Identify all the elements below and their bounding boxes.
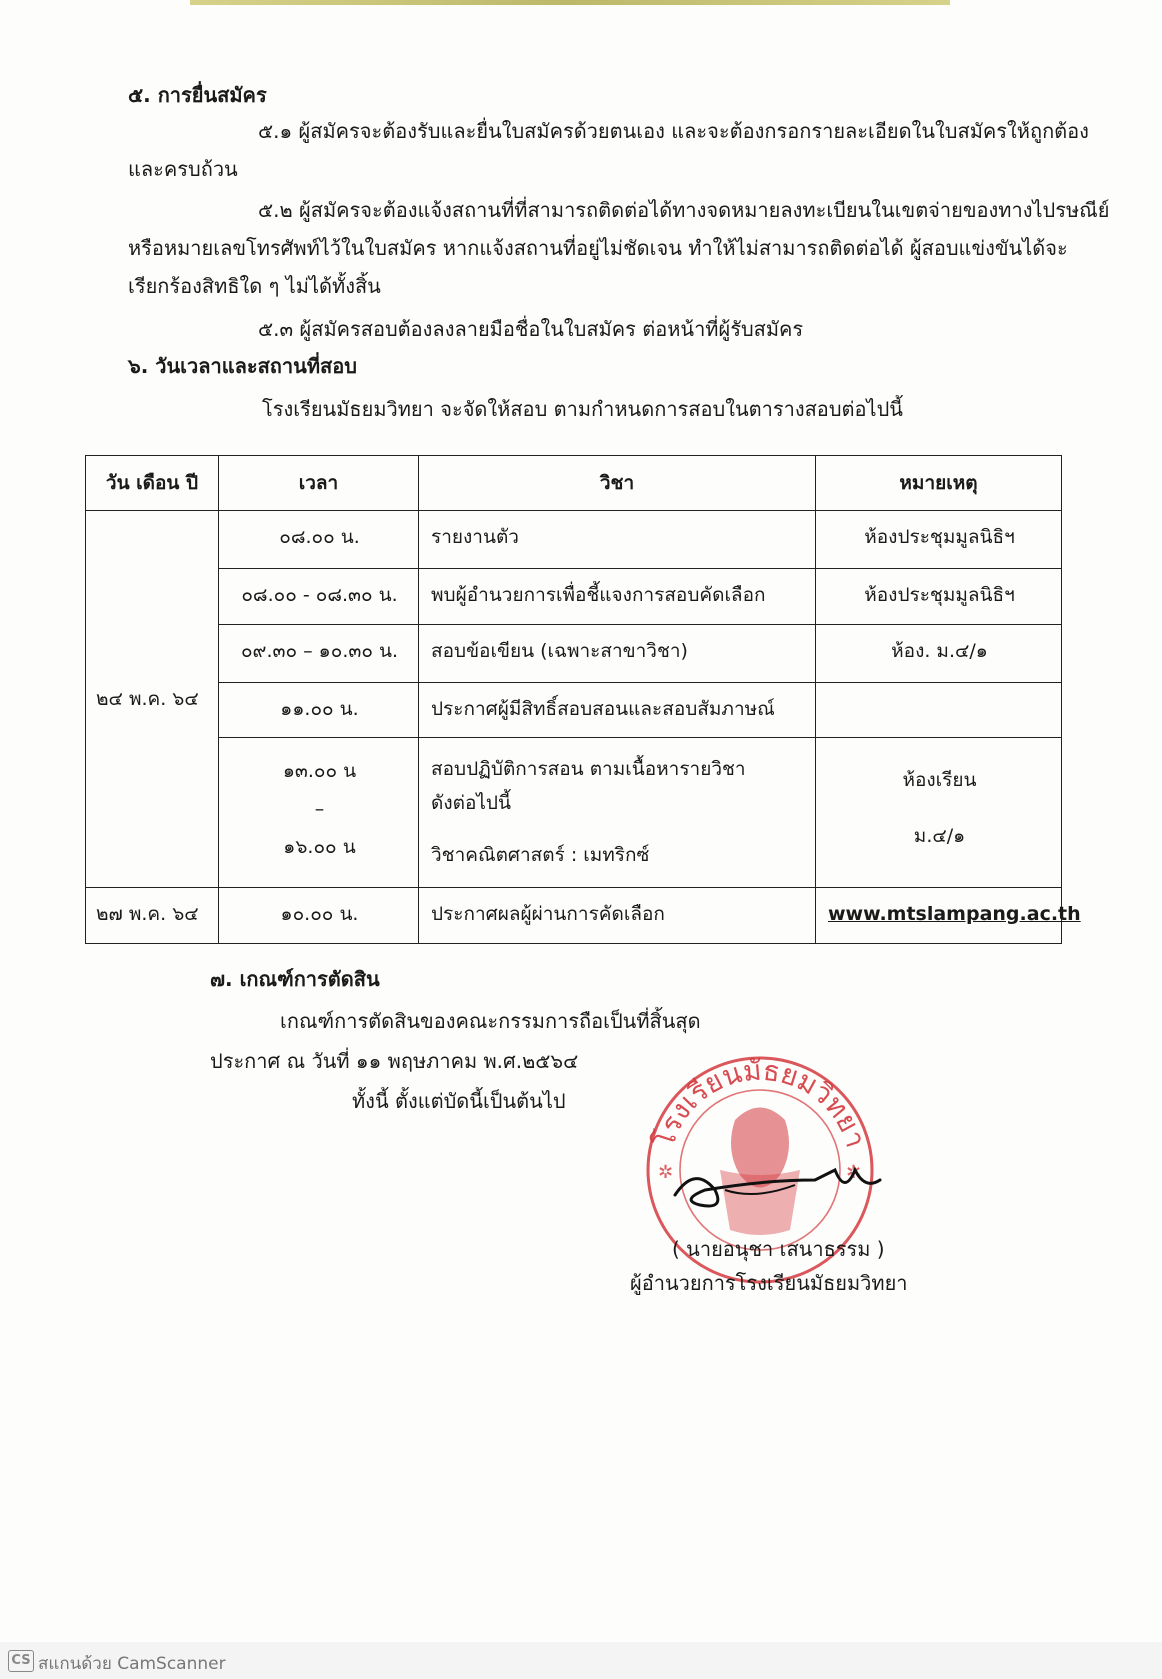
note-text xyxy=(816,683,1061,697)
subject-cell xyxy=(419,888,816,944)
camscanner-logo-icon: CS xyxy=(8,1650,34,1672)
header-date: วัน เดือน ปี xyxy=(86,456,219,511)
table-row xyxy=(86,888,1062,944)
section-5-1-line2: และครบถ้วน xyxy=(128,157,238,181)
camscanner-footer xyxy=(0,1642,1162,1679)
note-cell xyxy=(816,738,1062,888)
exam-schedule-table xyxy=(85,455,1081,944)
time-text: ๑๐.๐๐ น. xyxy=(280,903,359,925)
date-cell xyxy=(86,511,219,888)
subject-cell xyxy=(419,738,816,888)
time-text: ๐๘.๐๐ - ๐๘.๓๐ น. xyxy=(241,584,398,606)
signer-position: ผู้อำนวยการโรงเรียนมัธยมวิทยา xyxy=(630,1271,908,1295)
time-text: ๐๙.๓๐ – ๑๐.๓๐ น. xyxy=(240,640,399,662)
date-text: ๒๔ พ.ค. ๖๔ xyxy=(96,688,199,710)
table-row xyxy=(86,569,1062,625)
table-row xyxy=(86,683,1062,738)
top-edge-strip xyxy=(190,0,950,5)
note-line1: ห้องเรียน xyxy=(902,769,977,791)
section-5-2-line1: ๕.๒ ผู้สมัครจะต้องแจ้งสถานที่ที่สามารถติดต่อได้ทางจดหมายลงทะเบียนในเขตจ่ายของทางไปรษณีย์ xyxy=(258,198,1110,222)
note-cell xyxy=(816,888,1081,944)
signer-name: ( นายอนุชา เสนาธรรม ) xyxy=(672,1237,885,1261)
school-website-link[interactable]: www.mtslampang.ac.th xyxy=(828,903,1081,925)
subject-cell xyxy=(419,625,816,683)
subject-text: สอบข้อเขียน (เฉพาะสาขาวิชา) xyxy=(431,640,688,662)
announce-effective: ทั้งนี้ ตั้งแต่บัดนี้เป็นต้นไป xyxy=(352,1089,566,1113)
time-cell xyxy=(219,569,419,625)
table-row xyxy=(86,738,1062,888)
table-row xyxy=(86,511,1062,569)
header-note: หมายเหตุ xyxy=(816,456,1062,511)
section-5-2-line3: เรียกร้องสิทธิใด ๆ ไม่ได้ทั้งสิ้น xyxy=(128,274,381,298)
table-row xyxy=(86,625,1062,683)
note-cell xyxy=(816,511,1062,569)
section-5-3: ๕.๓ ผู้สมัครสอบต้องลงลายมือชื่อในใบสมัคร ต่อหน้าที่ผู้รับสมัคร xyxy=(258,317,804,341)
subject-line2: ดังต่อไปนี้ xyxy=(431,792,511,814)
subject-text: รายงานตัว xyxy=(431,526,519,548)
svg-text:✲: ✲ xyxy=(846,1162,862,1183)
subject-text: ประกาศผู้มีสิทธิ์สอบสอนและสอบสัมภาษณ์ xyxy=(431,698,775,720)
header-time: เวลา xyxy=(219,456,419,511)
subject-cell xyxy=(419,511,816,569)
section-7-text: เกณฑ์การตัดสินของคณะกรรมการถือเป็นที่สิ้นสุด xyxy=(280,1009,701,1033)
time-cell xyxy=(219,511,419,569)
announce-date: ประกาศ ณ วันที่ ๑๑ พฤษภาคม พ.ศ.๒๕๖๔ xyxy=(210,1049,579,1073)
note-text: ห้องประชุมมูลนิธิฯ xyxy=(864,526,1015,548)
date-cell xyxy=(86,888,219,944)
section-5-title: ๕. การยื่นสมัคร xyxy=(128,83,267,107)
subject-text: ประกาศผลผู้ผ่านการคัดเลือก xyxy=(431,903,665,925)
date-text: ๒๗ พ.ค. ๖๔ xyxy=(96,903,199,925)
time-cell xyxy=(219,738,419,888)
time-end-text: ๑๖.๐๐ น xyxy=(283,836,356,858)
time-text: ๐๘.๐๐ น. xyxy=(279,526,360,548)
subject-cell xyxy=(419,683,816,738)
note-text: ห้องประชุมมูลนิธิฯ xyxy=(864,584,1015,606)
subject-line1: สอบปฏิบัติการสอน ตามเนื้อหารายวิชา xyxy=(431,758,746,780)
time-cell xyxy=(219,888,419,944)
section-6-intro: โรงเรียนมัธยมวิทยา จะจัดให้สอบ ตามกำหนดการสอบในตารางสอบต่อไปนี้ xyxy=(262,397,903,421)
note-cell xyxy=(816,683,1062,738)
time-start-text: ๑๓.๐๐ น xyxy=(282,760,357,782)
note-cell xyxy=(816,569,1062,625)
svg-text:✲: ✲ xyxy=(658,1162,674,1183)
time-dash-text: – xyxy=(314,798,325,820)
time-text: ๑๑.๐๐ น. xyxy=(280,698,359,720)
signature-scribble xyxy=(665,1145,905,1235)
time-cell xyxy=(219,683,419,738)
table-header-row xyxy=(86,456,1062,511)
subject-cell xyxy=(419,569,816,625)
section-5-2-line2: หรือหมายเลขโทรศัพท์ไว้ในใบสมัคร หากแจ้งสถานที่อยู่ไม่ชัดเจน ทำให้ไม่สามารถติดต่อได้ ผู้สอบแข่งขันได้จะ xyxy=(128,236,1068,260)
note-line2: ม.๔/๑ xyxy=(913,825,966,847)
camscanner-text: สแกนด้วย CamScanner xyxy=(38,1654,226,1674)
note-cell xyxy=(816,625,1062,683)
subject-text: พบผู้อำนวยการเพื่อชี้แจงการสอบคัดเลือก xyxy=(431,584,766,606)
subject-line3: วิชาคณิตศาสตร์ : เมทริกซ์ xyxy=(431,844,650,866)
stamp-text: โรงเรียนมัธยมวิทยา xyxy=(647,1053,873,1152)
note-text: ห้อง. ม.๔/๑ xyxy=(891,640,988,662)
section-7-title: ๗. เกณฑ์การตัดสิน xyxy=(210,967,380,991)
section-6-title: ๖. วันเวลาและสถานที่สอบ xyxy=(128,354,357,378)
header-subject: วิชา xyxy=(419,456,816,511)
time-cell xyxy=(219,625,419,683)
section-5-1-line1: ๕.๑ ผู้สมัครจะต้องรับและยื่นใบสมัครด้วยตนเอง และจะต้องกรอกรายละเอียดในใบสมัครให้ถูกต้อง xyxy=(258,119,1089,143)
